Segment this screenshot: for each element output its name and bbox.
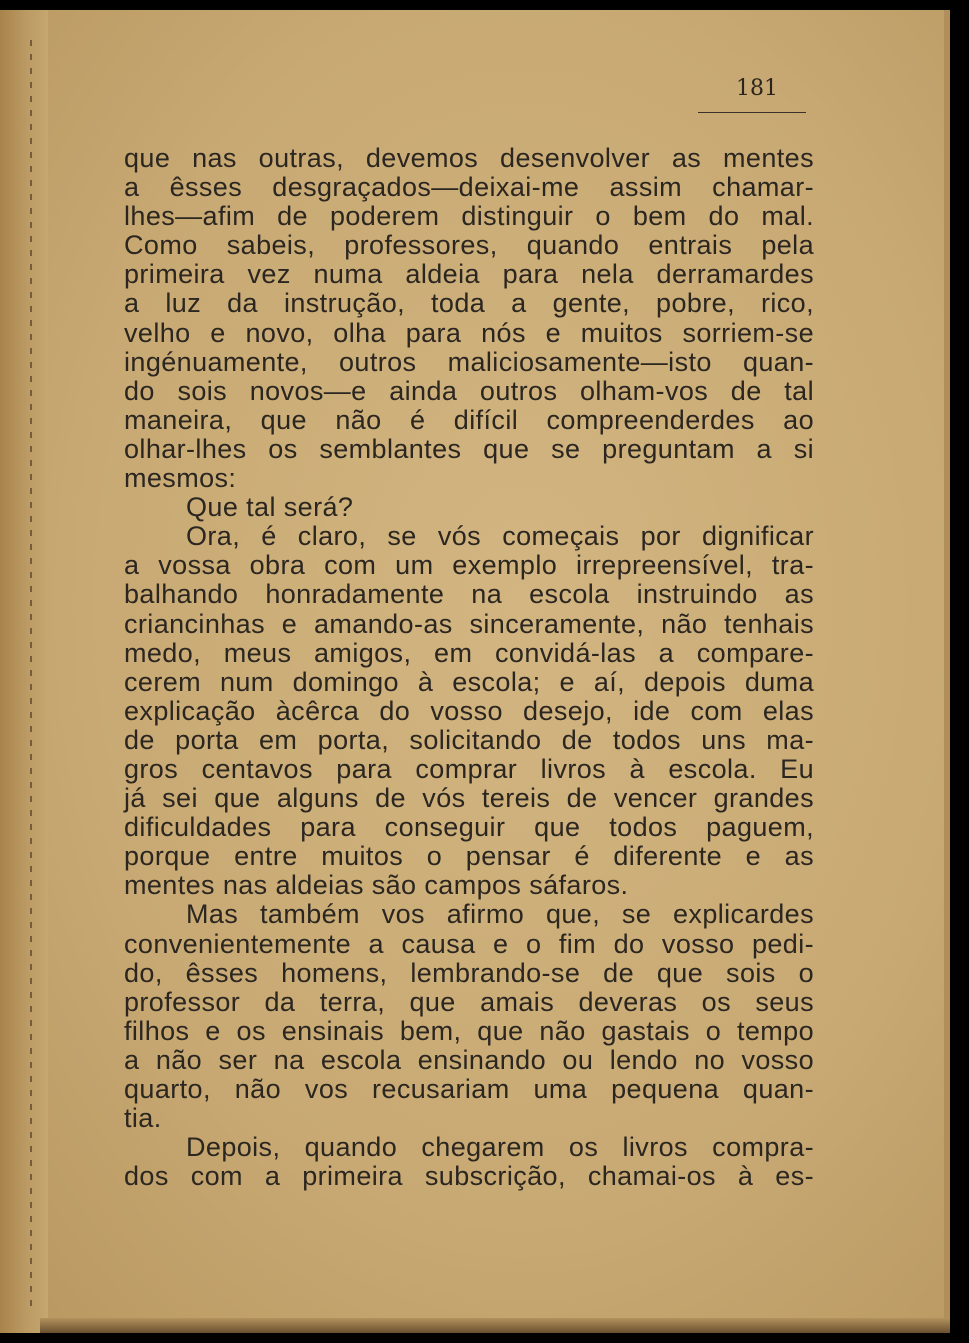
text-line: a não ser na escola ensinando ou lendo no vosso — [124, 1044, 814, 1075]
text-line: a luz da instrução, toda a gente, pobre, rico, — [124, 288, 814, 319]
page-bottom-edge — [40, 1318, 950, 1333]
text-line: medo, meus amigos, em convidá-las a compare- — [124, 637, 814, 668]
text-line: criancinhas e amando-as sinceramente, não tenhais — [124, 608, 814, 639]
text-line: balhando honradamente na escola instruindo as — [124, 579, 814, 610]
text-line: Mas também vos afirmo que, se explicardes — [186, 899, 814, 930]
text-line: porque entre muitos o pensar é diferente e as — [124, 841, 814, 872]
text-line: lhes—afim de poderem distinguir o bem do mal. — [124, 201, 814, 232]
text-line: Ora, é claro, se vós começais por dignificar — [186, 521, 814, 552]
text-line: mentes nas aldeias são campos sáfaros. — [124, 870, 629, 901]
text-line: Como sabeis, professores, quando entrais pela — [124, 230, 814, 261]
binding-stitches — [30, 40, 32, 1310]
text-line: dificuldades para conseguir que todos paguem, — [124, 812, 814, 843]
text-line: de porta em porta, solicitando de todos uns ma- — [124, 724, 814, 755]
text-line: cerem num domingo à escola; e aí, depois duma — [124, 666, 814, 697]
text-line: a vossa obra com um exemplo irrepreensível, tra- — [124, 550, 814, 581]
text-line: que nas outras, devemos desenvolver as mentes — [124, 143, 814, 173]
text-line: convenientemente a causa e o fim do vosso pedi- — [124, 928, 814, 959]
text-line: do, êsses homens, lembrando-se de que sois o — [124, 957, 814, 988]
body-text — [124, 144, 814, 1191]
text-line: gros centavos para comprar livros à escola. Eu — [124, 753, 814, 784]
page-right-edge — [944, 10, 950, 1333]
text-line: olhar-lhes os semblantes que se preguntam a si — [124, 433, 814, 464]
text-line: filhos e os ensinais bem, que não gastais o tempo — [124, 1015, 814, 1046]
text-line: a êsses desgraçados—deixai-me assim chamar- — [124, 172, 814, 203]
text-line: primeira vez numa aldeia para nela derramardes — [124, 259, 814, 290]
text-line: quarto, não vos recusariam uma pequena quan- — [124, 1074, 814, 1104]
page-number: 181 — [736, 76, 778, 101]
page-binding-edge — [0, 10, 48, 1333]
text-line: mesmos: — [124, 463, 237, 494]
text-line: maneira, que não é difícil compreenderdes ao — [124, 404, 814, 435]
text-line: do sois novos—e ainda outros olham-vos de tal — [124, 375, 814, 406]
text-line: ingénuamente, outros maliciosamente—isto quan- — [124, 346, 814, 377]
page-number-rule — [698, 112, 806, 113]
text-line: tia. — [124, 1103, 162, 1134]
text-line: explicação àcêrca do vosso desejo, ide com elas — [124, 695, 814, 726]
text-line: professor da terra, que amais deveras os seus — [124, 986, 814, 1017]
text-line: velho e novo, olha para nós e muitos sorriem-se — [124, 317, 814, 348]
text-line: Que tal será? — [186, 492, 354, 523]
text-line: dos com a primeira subscrição, chamai-os à es- — [124, 1161, 814, 1192]
text-line: Depois, quando chegarem os livros compra- — [186, 1132, 814, 1163]
text-line: já sei que alguns de vós tereis de vencer grandes — [124, 783, 814, 814]
